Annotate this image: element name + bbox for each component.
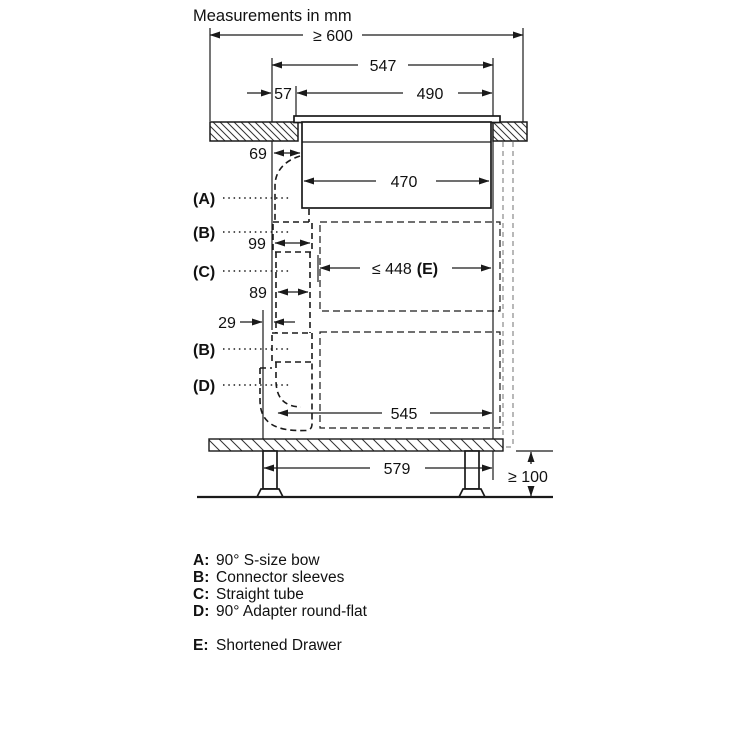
- legend-item-c: C: Straight tube: [193, 586, 304, 603]
- dim-69-label: 69: [249, 146, 267, 163]
- callout-a: (A): [193, 191, 216, 208]
- dim-579-label: 579: [383, 461, 411, 478]
- dim-490-label: 490: [416, 86, 444, 103]
- dim-470-label: 470: [390, 174, 418, 191]
- adapter-outline-inner: [276, 362, 301, 407]
- hob-body: [302, 122, 491, 208]
- callout-c: (C): [193, 264, 216, 281]
- dim-600-label: ≥ 600: [313, 28, 353, 45]
- cabinet-base-panel: [209, 439, 503, 451]
- diagram-title: Measurements in mm: [193, 7, 352, 25]
- leg-left-foot: [257, 489, 283, 497]
- dim-100-label: ≥ 100: [508, 469, 548, 486]
- leg-right-foot: [459, 489, 485, 497]
- connector-sleeve-upper: [273, 222, 312, 252]
- leg-right: [465, 451, 479, 489]
- legend-item-e: E: Shortened Drawer: [193, 637, 342, 654]
- dim-89-label: 89: [249, 285, 267, 302]
- drawer-outlines: [320, 222, 500, 428]
- dimension-labels: [218, 28, 443, 478]
- back-panel-dashed: [503, 142, 513, 447]
- legend: [193, 552, 368, 654]
- callout-b1: (B): [193, 225, 216, 242]
- connector-sleeve-lower: [272, 333, 312, 362]
- leg-left: [263, 451, 277, 489]
- callout-d: (D): [193, 378, 216, 395]
- dim-99-label: 99: [248, 236, 266, 253]
- dimension-lines: [210, 35, 531, 496]
- adapter-outline-outer: [260, 362, 312, 431]
- dim-448-label: ≤ 448 (E): [371, 261, 439, 278]
- callout-b2: (B): [193, 342, 216, 359]
- worktop-left: [210, 122, 298, 141]
- dim-57-label: 57: [274, 86, 292, 103]
- worktop-right: [493, 122, 527, 141]
- dim-547-label: 547: [369, 58, 397, 75]
- legend-item-b: B: Connector sleeves: [193, 569, 345, 586]
- dim-545-label: 545: [390, 406, 418, 423]
- legend-item-a: A: 90° S-size bow: [193, 552, 320, 569]
- dim-29-label: 29: [218, 315, 236, 332]
- s-bow-outline-left: [275, 156, 300, 222]
- legend-item-d: D: 90° Adapter round-flat: [193, 603, 367, 620]
